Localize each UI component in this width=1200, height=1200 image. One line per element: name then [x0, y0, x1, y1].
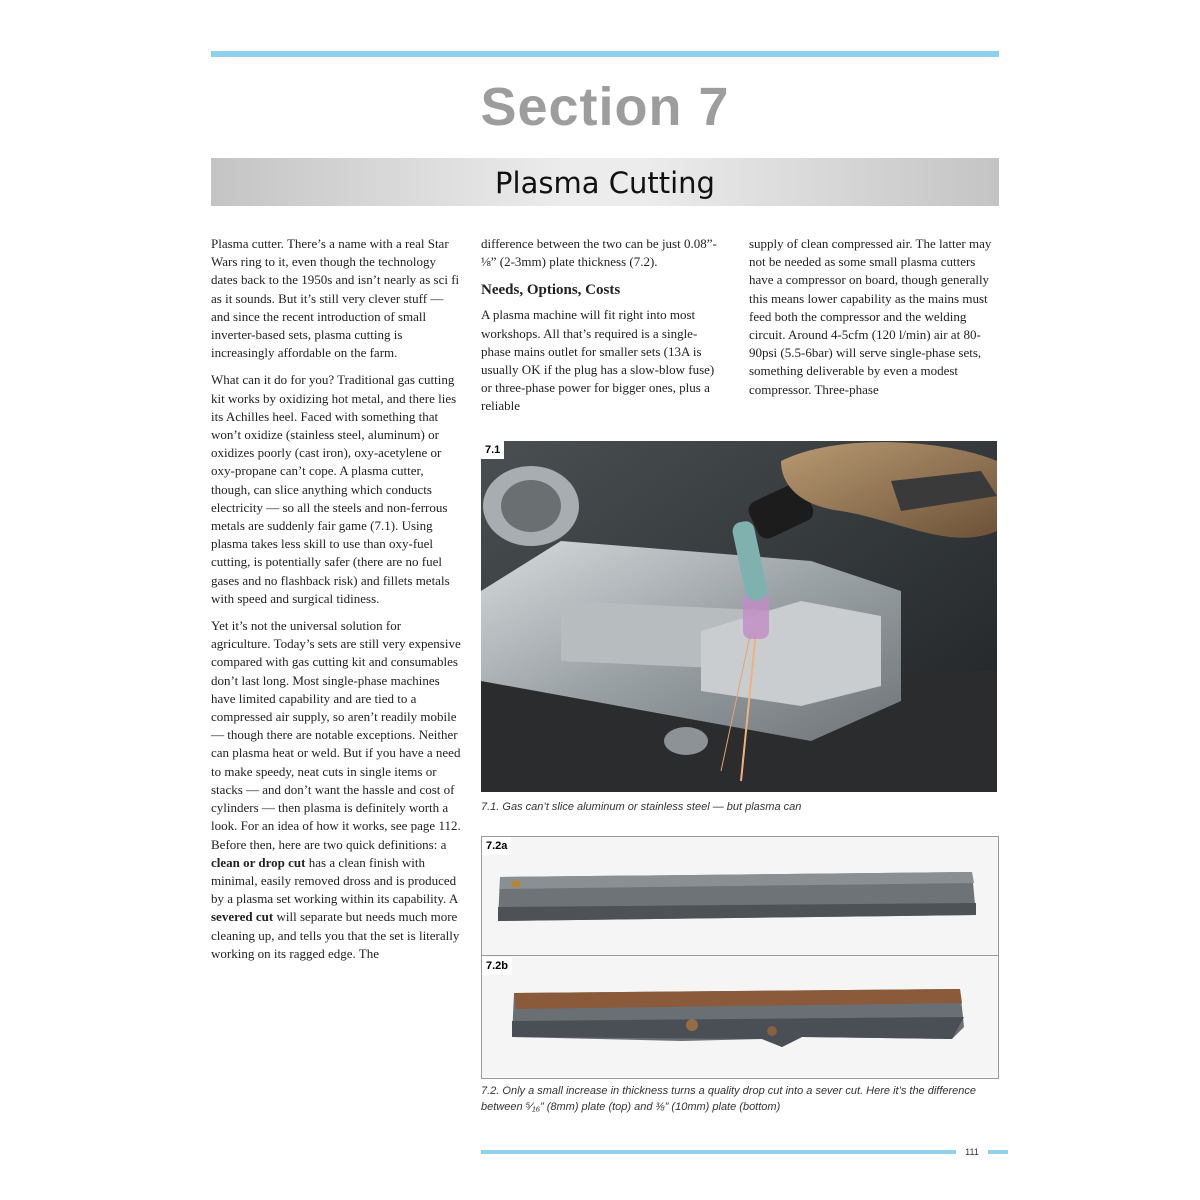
figure-7-1-photo [481, 441, 997, 792]
paragraph: Plasma cutter. There’s a name with a real Star Wars ring to it, even though the technology dates back to the 1950s and isn’t nearly as sci fi as it sounds. But it’s still very clever stuff — and since the recent introduction of small inverter-based sets, plasma cutting is increasingly affordable on the farm. [211, 236, 460, 361]
paragraph: difference between the two can be just 0.08”-⅛” (2-3mm) plate thickness (7.2). [481, 236, 717, 270]
column-3 [749, 235, 999, 408]
paragraph-text: Yet it’s not the universal solution for agriculture. Today’s sets are still very expensive compared with gas cutting kit and consumables don’t last long. Most single-phase machines have limited capability and are tied to a compressed air supply, so aren’t readily mobile — though there are notable exceptions. Neither can plasma heat or weld. But if you have a need to make speedy, neat cuts in single items or stacks — and don’t want the hassle and cost of cylinders — then plasma is definitely worth a look. For an idea of how it works, see page 112. Before then, here are two quick definitions: a [211, 618, 461, 852]
paragraph [211, 617, 461, 963]
top-rule [211, 51, 999, 57]
figure-tag: 7.2b [482, 957, 512, 975]
column-1 [211, 235, 461, 972]
term-severed-cut: severed cut [211, 909, 274, 925]
chapter-band [211, 158, 999, 206]
column-2 [481, 235, 721, 425]
figure-7-2b-photo [482, 957, 997, 1076]
bottom-rule [481, 1150, 956, 1154]
paragraph: supply of clean compressed air. The latter may not be needed as some small plasma cutters have a compressor on board, though generally this means lower capability as the mains must feed both the compressor and the welding circuit. Around 4-5cfm (120 l/min) air at 80-90psi (5.5-6bar) will serve single-phase sets, something deliverable by even a modest compressor. Three-phase [749, 236, 992, 397]
bottom-rule [988, 1150, 1008, 1154]
figure-7-2a-photo [482, 837, 997, 954]
figure-tag: 7.2a [482, 837, 511, 855]
subheading: Needs, Options, Costs [481, 282, 621, 299]
figure-tag: 7.1 [481, 441, 504, 459]
section-title: Section 7 [480, 77, 730, 137]
paragraph-text: has a clean finish with minimal, easily removed dross and is produced by a plasma set working within its capability. A [211, 854, 458, 907]
paragraph: What can it do for you? Traditional gas cutting kit works by oxidizing hot metal, and there lies its Achilles heel. Faced with something that won’t oxidize (stainless steel, aluminum) or oxidizes poorly (cast iron), oxy-acetylene or oxy-propane can’t cope. A plasma cutter, though, can slice anything which conducts electricity — so all the steels and non-ferrous metals are suddenly fair game (7.1). Using plasma takes less skill to use than oxy-fuel cutting, is potentially safer (there are no fuel gases and no flashback risk) and fillets metals with speed and surgical tidiness. [211, 372, 457, 606]
paragraph-text: will separate but needs much more cleaning up, and tells you that the set is literally working on its ragged edge. The [211, 909, 460, 961]
chapter-title: Plasma Cutting [495, 166, 715, 200]
figure-7-1-caption: 7.1. Gas can’t slice aluminum or stainless steel — but plasma can [481, 801, 802, 813]
figure-7-2-caption: 7.2. Only a small increase in thickness turns a quality drop cut into a sever cut. Here it’s the difference between ⁵⁄₁₆” (8mm) plate (top) and ⅜” (10mm) plate (bottom) [481, 1085, 977, 1113]
term-clean-cut: clean or drop cut [211, 854, 306, 870]
figure-divider [481, 955, 999, 956]
page-number: 111 [957, 1140, 987, 1164]
paragraph: A plasma machine will fit right into most workshops. All that’s required is a single-phase mains outlet for smaller sets (13A is usually OK if the plug has a slow-blow fuse) or three-phase power for bigger ones, plus a reliable [481, 307, 715, 414]
